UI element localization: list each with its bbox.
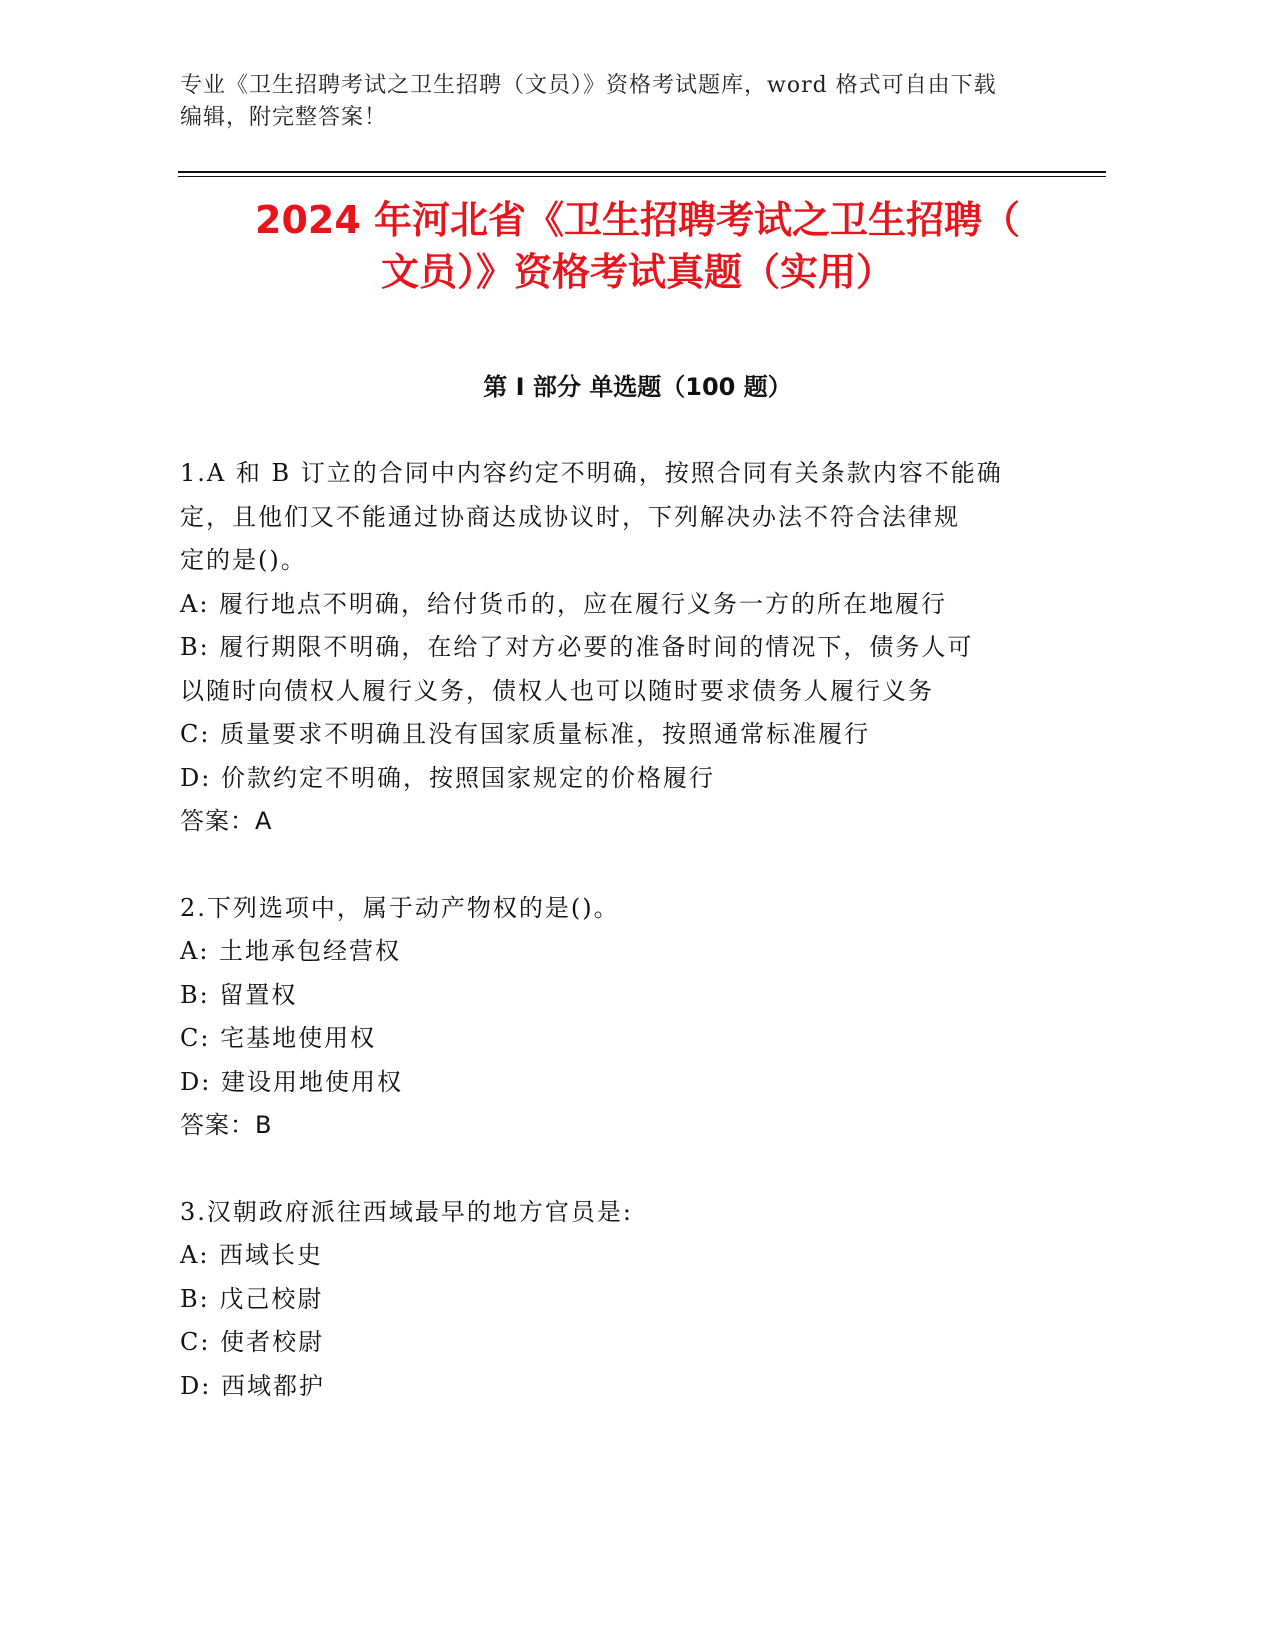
option-d: D: 建设用地使用权	[180, 1067, 403, 1096]
document-title	[150, 194, 1125, 298]
option-c: C: 使者校尉	[180, 1328, 325, 1356]
header-note	[180, 70, 1060, 134]
document-title-line: 2024 年河北省《卫生招聘考试之卫生招聘（	[255, 198, 1020, 242]
document-title-line: 文员）》资格考试真题（实用）	[380, 250, 894, 294]
option-d: D: 西域都护	[180, 1371, 325, 1400]
option-b: B: 留置权	[180, 980, 298, 1009]
option-a: A: 西域长史	[180, 1241, 324, 1269]
question-text: 定的是()。	[180, 546, 307, 574]
question-list	[180, 452, 1060, 1451]
option-d: D: 价款约定不明确，按照国家规定的价格履行	[180, 763, 715, 792]
header-rule-thin	[178, 176, 1106, 177]
option-b-continued: 以随时向债权人履行义务，债权人也可以随时要求债务人履行义务	[180, 676, 934, 705]
header-note-line: 专业《卫生招聘考试之卫生招聘（文员）》资格考试题库，word 格式可自由下载	[180, 73, 997, 98]
question-text: 2.下列选项中，属于动产物权的是()。	[180, 893, 620, 922]
answer: 答案：A	[180, 807, 273, 835]
question-text: 定，且他们又不能通过协商达成协议时，下列解决办法不符合法律规	[180, 502, 960, 531]
question-3	[180, 1191, 1060, 1409]
option-c: C: 质量要求不明确且没有国家质量标准，按照通常标准履行	[180, 720, 871, 748]
section-title: 第 I 部分 单选题（100 题）	[483, 373, 792, 401]
header-note-line: 编辑，附完整答案！	[180, 105, 388, 130]
option-b: B: 履行期限不明确，在给了对方必要的准备时间的情况下，债务人可	[180, 633, 974, 661]
question-2	[180, 887, 1060, 1148]
answer: 答案：B	[180, 1111, 273, 1139]
question-text: 3.汉朝政府派往西域最早的地方官员是:	[180, 1197, 633, 1226]
question-text: 1.A 和 B 订立的合同中内容约定不明确，按照合同有关条款内容不能确	[180, 459, 1003, 487]
question-1	[180, 452, 1060, 844]
header-rule-thick	[178, 171, 1106, 173]
option-a: A: 土地承包经营权	[180, 937, 402, 965]
option-b: B: 戊己校尉	[180, 1284, 324, 1313]
option-a: A: 履行地点不明确，给付货币的，应在履行义务一方的所在地履行	[180, 589, 948, 618]
option-c: C: 宅基地使用权	[180, 1024, 377, 1052]
